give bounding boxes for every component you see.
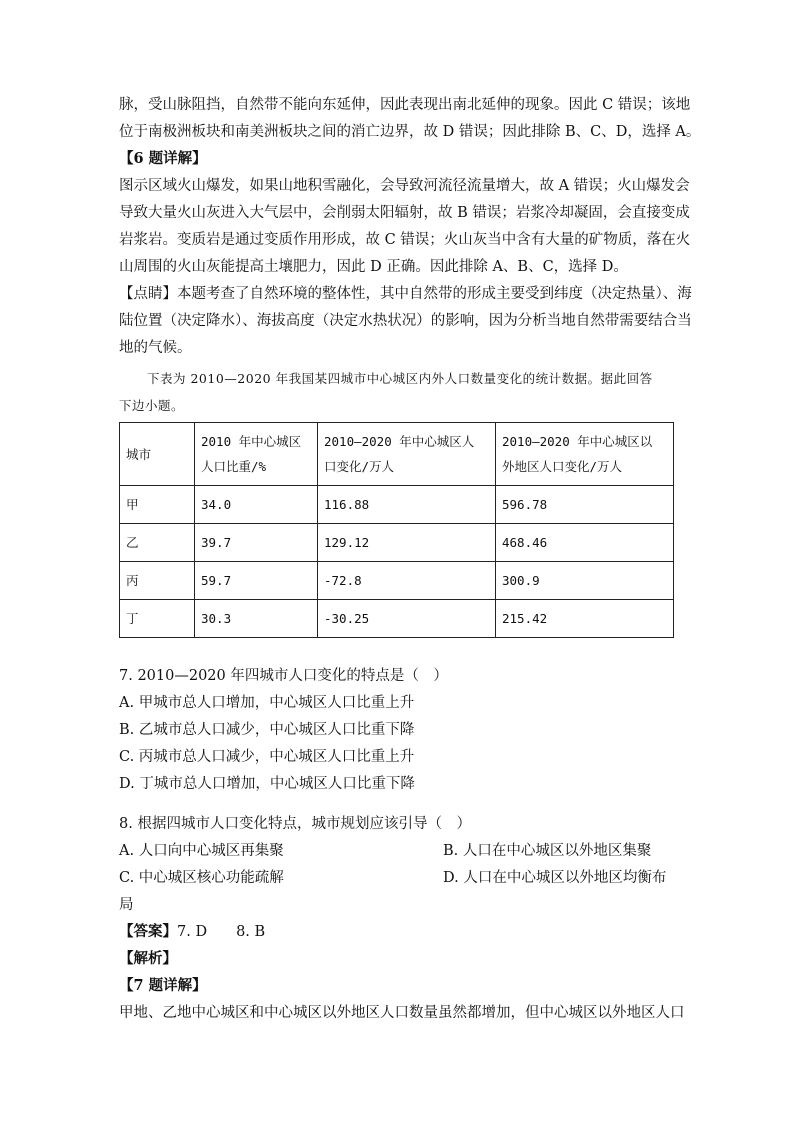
table-intro-line: 下边小题。 (119, 398, 185, 413)
cell-outer: 300.9 (496, 562, 674, 600)
q7-option-d: D. 丁城市总人口增加，中心城区人口比重下降 (119, 776, 415, 792)
header-center-share-l2: 人口比重/% (201, 459, 267, 474)
cell-center: -30.25 (318, 600, 496, 638)
population-table (119, 422, 674, 638)
q6-text-line: 岩浆岩。变质岩是通过变质作用形成，故 C 错误；火山灰当中含有大量的矿物质，落在火 (119, 232, 691, 248)
cell-city: 丙 (120, 562, 195, 600)
cell-share: 59.7 (195, 562, 318, 600)
q7-option-b: B. 乙城市总人口减少，中心城区人口比重下降 (119, 722, 415, 738)
dianjing-line: 陆位置（决定降水）、海拔高度（决定水热状况）的影响，因为分析当地自然带需要结合当 (119, 313, 692, 329)
dianjing-line: 【点睛】本题考查了自然环境的整体性，其中自然带的形成主要受到纬度（决定热量）、海 (119, 286, 692, 302)
dianjing-line: 地的气候。 (119, 340, 192, 356)
cell-share: 30.3 (195, 600, 318, 638)
header-city: 城市 (120, 423, 195, 486)
q8-stem: 8. 根据四城市人口变化特点，城市规划应该引导（ ） (119, 816, 471, 832)
header-center-change (318, 423, 496, 486)
header-center-change-l2: 口变化/万人 (324, 459, 395, 474)
cell-center: 116.88 (318, 486, 496, 524)
table-row (120, 562, 674, 600)
q8-option-d: D. 人口在中心城区以外地区均衡布 (443, 870, 667, 886)
q6-text-line: 山周围的火山灰能提高土壤肥力，因此 D 正确。因此排除 A、B、C，选择 D。 (119, 259, 628, 275)
cell-center: 129.12 (318, 524, 496, 562)
table-row (120, 486, 674, 524)
q7-stem: 7. 2010—2020 年四城市人口变化的特点是（ ） (119, 668, 448, 684)
q7-option-a: A. 甲城市总人口增加，中心城区人口比重上升 (119, 695, 415, 711)
q7-option-c: C. 丙城市总人口减少，中心城区人口比重上升 (119, 749, 415, 765)
q8-option-a: A. 人口向中心城区再集聚 (119, 843, 284, 859)
answer-label: 【答案】 (119, 923, 177, 940)
jiexi-heading: 【解析】 (119, 950, 177, 967)
q6-text-line: 图示区域火山爆发，如果山地积雪融化，会导致河流径流量增大，故 A 错误；火山爆发会 (119, 178, 690, 194)
header-outer-change (496, 423, 674, 486)
header-center-change-l1: 2010—2020 年中心城区人 (324, 434, 475, 449)
header-outer-change-l2: 外地区人口变化/万人 (502, 459, 623, 474)
header-center-share (195, 423, 318, 486)
cell-city: 甲 (120, 486, 195, 524)
q7-detail-heading: 【7 题详解】 (119, 977, 207, 994)
header-center-share-l1: 2010 年中心城区 (201, 434, 302, 449)
table-row (120, 600, 674, 638)
answer-line (119, 923, 265, 941)
answer-text: 7. D 8. B (177, 924, 266, 940)
q8-option-b: B. 人口在中心城区以外地区集聚 (443, 843, 652, 859)
table-header-row (120, 423, 674, 486)
header-outer-change-l1: 2010—2020 年中心城区以 (502, 434, 653, 449)
cell-share: 39.7 (195, 524, 318, 562)
q7-detail-line: 甲地、乙地中心城区和中心城区以外地区人口数量虽然都增加，但中心城区以外地区人口 (119, 1005, 685, 1021)
cell-outer: 596.78 (496, 486, 674, 524)
q6-text-line: 导致大量火山灰进入大气层中，会削弱太阳辐射，故 B 错误；岩浆冷却凝固，会直接变成 (119, 205, 690, 221)
answer-text-line: 脉，受山脉阻挡，自然带不能向东延伸，因此表现出南北延伸的现象。因此 C 错误；该地 (119, 97, 691, 113)
cell-outer: 468.46 (496, 524, 674, 562)
q8-option-c: C. 中心城区核心功能疏解 (119, 870, 284, 886)
table-intro-line: 下表为 2010—2020 年我国某四城市中心城区内外人口数量变化的统计数据。据此回答 (147, 371, 653, 386)
table-row (120, 524, 674, 562)
cell-center: -72.8 (318, 562, 496, 600)
q6-heading: 【6 题详解】 (119, 150, 207, 167)
q8-option-d-cont: 局 (119, 897, 134, 913)
cell-city: 乙 (120, 524, 195, 562)
cell-share: 34.0 (195, 486, 318, 524)
cell-city: 丁 (120, 600, 195, 638)
cell-outer: 215.42 (496, 600, 674, 638)
answer-text-line: 位于南极洲板块和南美洲板块之间的消亡边界，故 D 错误；因此排除 B、C、D，选择 A。 (119, 124, 701, 140)
